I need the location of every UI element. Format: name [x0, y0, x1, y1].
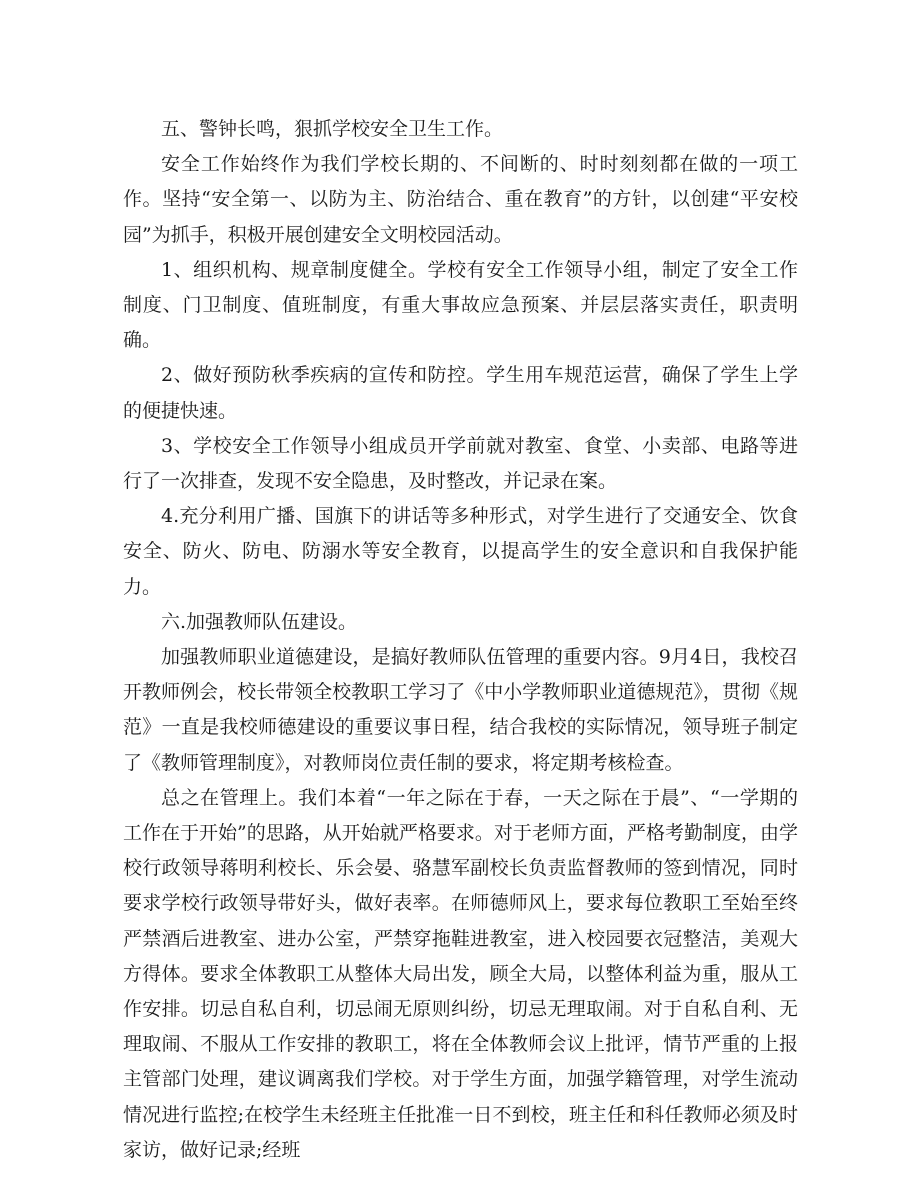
paragraph-safety-item-2: 2、做好预防秋季疾病的宣传和防控。学生用车规范运营，确保了学生上学的便捷快速。 [123, 364, 798, 422]
paragraph-management-summary: 总之在管理上。我们本着“一年之际在于春，一天之际在于晨”、“一学期的工作在于开始”的思路，从开始就严格要求。对于老师方面，严格考勤制度，由学校行政领导蒋明利校长、乐会晏、骆慧军副校长负责监督教师的签到情况，同时要求学校行政领导带好头，做好表率。在师德师风上，要求每位教职工至始至终严禁酒后进教室、进办公室，严禁穿拖鞋进教室，进入校园要衣冠整洁，美观大方得体。要求全体教职工从整体大局出发，顾全大局，以整体利益为重，服从工作安排。切忌自私自利，切忌闹无原则纠纷，切忌无理取闹。对于自私自利、无理取闹、不服从工作安排的教职工，将在全体教师会议上批评，情节严重的上报主管部门处理，建议调离我们学校。对于学生方面，加强学籍管理，对学生流动情况进行监控;在校学生未经班主任批准一日不到校，班主任和科任教师必须及时家访，做好记录;经班 [123, 786, 798, 1161]
paragraph-safety-item-4: 4.充分利用广播、国旗下的讲话等多种形式，对学生进行了交通安全、饮食安全、防火、防电、防溺水等安全教育，以提高学生的安全意识和自我保护能力。 [123, 505, 798, 598]
paragraph-safety-intro: 安全工作始终作为我们学校长期的、不间断的、时时刻刻都在做的一项工作。坚持“安全第一、以防为主、防治结合、重在教育”的方针，以创建“平安校园”为抓手，积极开展创建安全文明校园活动。 [123, 153, 798, 246]
paragraph-safety-item-3: 3、学校安全工作领导小组成员开学前就对教室、食堂、小卖部、电路等进行了一次排查，发现不安全隐患，及时整改，并记录在案。 [123, 434, 798, 493]
paragraph-teacher-ethics: 加强教师职业道德建设，是搞好教师队伍管理的重要内容。9月4日，我校召开教师例会，校长带领全校教职工学习了《中小学教师职业道德规范》，贯彻《规范》一直是我校师德建设的重要议事日程，结合我校的实际情况，领导班子制定了《教师管理制度》，对教师岗位责任制的要求，将定期考核检查。 [123, 646, 798, 774]
section-heading-safety: 五、警钟长鸣，狠抓学校安全卫生工作。 [161, 118, 504, 140]
paragraph-safety-item-1: 1、组织机构、规章制度健全。学校有安全工作领导小组，制定了安全工作制度、门卫制度、值班制度，有重大事故应急预案、并层层落实责任，职责明确。 [123, 258, 798, 352]
document-page [123, 112, 798, 1168]
section-heading-teachers: 六.加强教师队伍建设。 [161, 610, 358, 633]
